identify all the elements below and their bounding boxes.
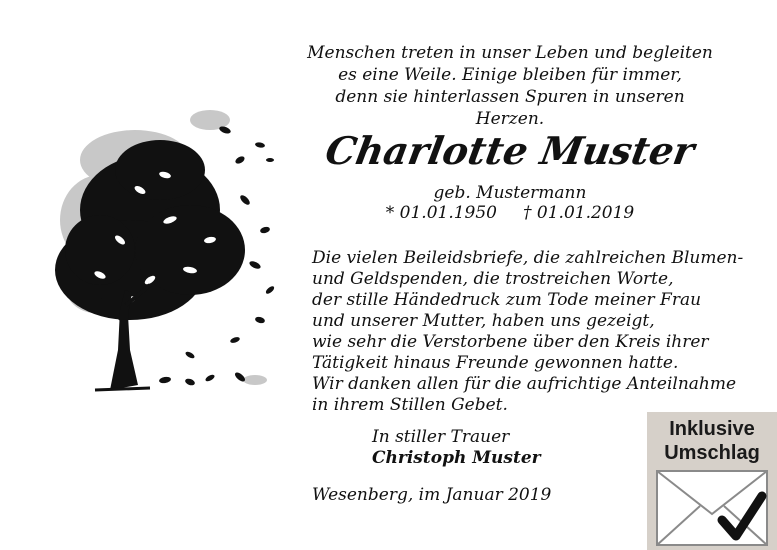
envelope-icon (656, 470, 768, 546)
thanks-line: Wir danken allen für die aufrichtige Anteilnahme (312, 374, 737, 394)
life-dates (300, 203, 720, 223)
thanks-line: der stille Händedruck zum Tode meiner Frau (312, 290, 702, 310)
place-date: Wesenberg, im Januar 2019 (312, 485, 552, 505)
poem-line: Menschen treten in unser Leben und begleiten (307, 43, 713, 63)
signer-name: Christoph Muster (372, 448, 541, 468)
deceased-name: Charlotte Muster (322, 128, 698, 173)
thanks-line: und unserer Mutter, haben uns gezeigt, (312, 311, 655, 331)
thanks-line: in ihrem Stillen Gebet. (312, 395, 508, 415)
thanks-line: wie sehr die Verstorbene über den Kreis ihrer (312, 332, 709, 352)
death-date: † 01.01.2019 (523, 203, 635, 223)
thanks-line: und Geldspenden, die trostreichen Worte, (312, 269, 674, 289)
birth-date: * 01.01.1950 (385, 203, 497, 223)
mourning-line: In stiller Trauer (372, 427, 510, 447)
thanks-line: Tätigkeit hinaus Freunde gewonnen hatte. (312, 353, 679, 373)
badge-line-2: Umschlag (664, 442, 760, 464)
birth-name: geb. Mustermann (433, 183, 587, 203)
mourning-block (372, 427, 541, 469)
poem-line: es eine Weile. Einige bleiben für immer, (338, 65, 682, 85)
poem-line: denn sie hinterlassen Spuren in unseren Herzen. (335, 87, 685, 129)
opening-poem (300, 42, 720, 130)
thanks-text (312, 248, 744, 416)
thanks-line: Die vielen Beileidsbriefe, die zahlreichen Blumen- (312, 248, 744, 268)
tree-icon (40, 100, 290, 400)
badge-line-1: Inklusive (669, 418, 755, 440)
envelope-included-badge (647, 412, 777, 550)
